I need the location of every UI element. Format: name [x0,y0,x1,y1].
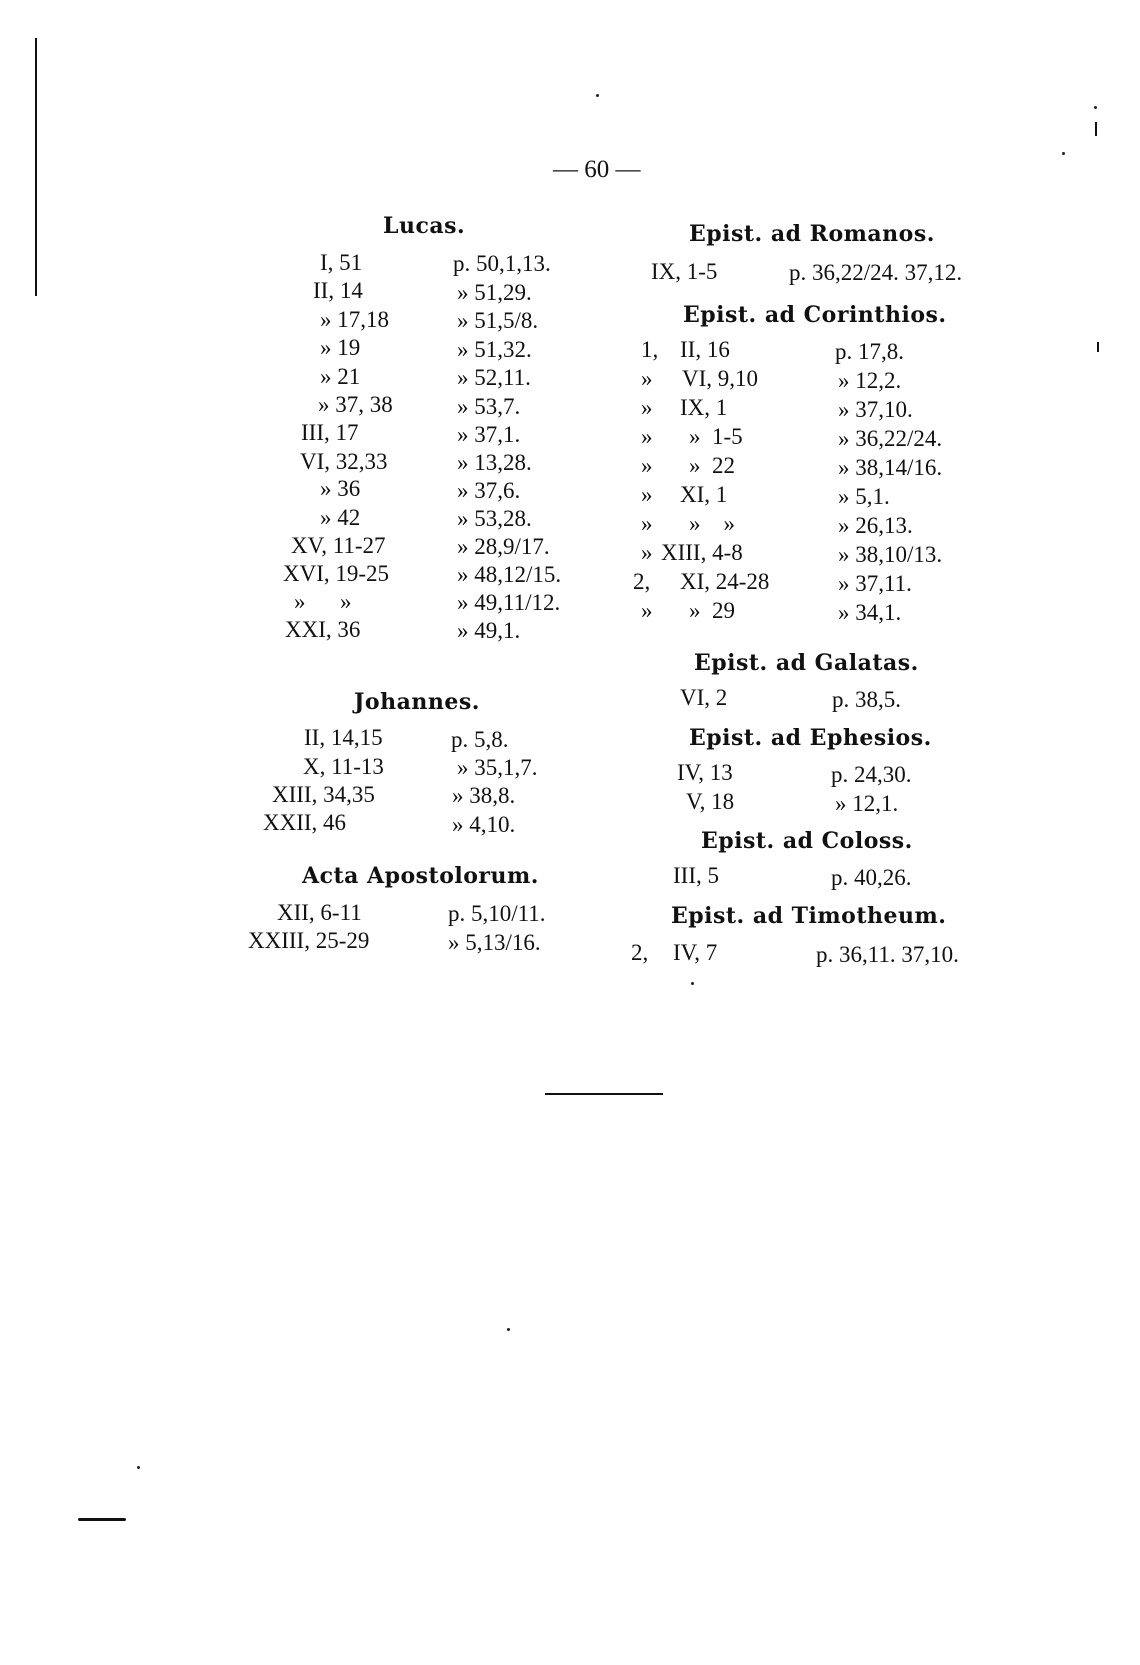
ref-book: 2, [631,940,649,965]
closing-rule [545,1093,663,1095]
ref-page: » 37,10. [838,397,913,422]
ref-location: XV, 11-27 [291,533,386,558]
ref-page: » 38,8. [452,783,516,808]
ref-book: » [641,395,653,420]
scan-mark-right-2 [1097,342,1099,352]
section-title-galatas: Epist. ad Galatas. [694,650,919,676]
section-title-coloss: Epist. ad Coloss. [701,828,913,854]
ref-page: » 51,5/8. [457,308,539,333]
ref-location: » 22 [689,453,735,478]
ref-location: X, 11-13 [303,754,384,779]
ref-page: p. 40,26. [831,865,912,890]
ref-location: » 21 [320,364,361,389]
ref-book: » [641,598,653,623]
ref-page: » 52,11. [457,365,531,390]
ref-location: XXI, 36 [285,617,361,642]
ref-location: XXII, 46 [263,810,347,835]
ref-page: » 5,13/16. [448,930,541,955]
ref-book: » [641,453,653,478]
ref-location: XIII, 34,35 [272,782,375,807]
ref-page: » 26,13. [838,513,913,538]
ref-location: VI, 2 [680,685,728,710]
ref-page: p. 50,1,13. [453,251,551,276]
ref-location: II, 14 [313,278,363,303]
section-title-ephesios: Epist. ad Ephesios. [689,725,932,751]
scan-speck [1094,106,1097,109]
page-number: — 60 — [553,156,641,183]
ref-location: » 37, 38 [318,392,393,417]
scan-smudge [78,1518,126,1521]
scan-mark-right [1095,122,1097,136]
ref-location: IX, 1 [680,395,728,420]
ref-location: VI, 9,10 [682,366,759,391]
ref-location: VI, 32,33 [300,449,388,474]
ref-book: » [641,540,653,565]
ref-page: » 34,1. [838,600,902,625]
ref-book: 1, [641,337,659,362]
ref-book: » [641,424,653,449]
ref-page: » 49,11/12. [457,590,561,615]
ref-page: p. 24,30. [831,762,912,787]
ref-page: » 53,7. [457,394,521,419]
scan-speck [596,94,599,97]
ref-page: » 53,28. [457,506,532,531]
ref-page: » 5,1. [838,484,890,509]
ref-page: » 12,1. [835,791,899,816]
ref-location: XII, 6-11 [277,900,362,925]
ref-page: » 37,6. [457,478,521,503]
ref-location: IX, 1-5 [651,259,718,284]
ref-location: » 36 [320,476,361,501]
ref-book: » [641,366,653,391]
scan-speck [507,1328,510,1331]
ref-page: » 51,32. [457,337,532,362]
ref-location: IV, 13 [677,760,733,785]
ref-location: XXIII, 25-29 [248,928,370,953]
scan-margin-line [35,38,37,296]
section-title-romanos: Epist. ad Romanos. [689,221,935,247]
ref-location: » 42 [320,505,361,530]
ref-book: » [641,482,653,507]
ref-location: » 29 [689,598,735,623]
ref-page: » 38,10/13. [838,542,943,567]
ref-page: » 12,2. [838,368,902,393]
ref-book: 2, [633,569,651,594]
ref-page: » 35,1,7. [457,755,538,780]
ref-location: III, 5 [673,863,719,888]
ref-page: p. 38,5. [832,687,901,712]
ref-location: II, 16 [680,337,730,362]
scan-speck [691,982,694,985]
ref-location: IV, 7 [673,940,718,965]
ref-page: p. 17,8. [835,339,904,364]
ref-page: » 4,10. [452,812,516,837]
ref-page: » 37,11. [838,571,912,596]
ref-page: p. 36,11. 37,10. [816,942,959,967]
ref-book: » [641,511,653,536]
ref-location: » 17,18 [320,307,389,332]
ref-location: XI, 24-28 [680,569,770,594]
ref-location: V, 18 [686,789,735,814]
ref-location: III, 17 [301,420,359,445]
section-title-acta: Acta Apostolorum. [302,863,539,889]
ref-page: » 48,12/15. [457,562,562,587]
ref-page: » 28,9/17. [457,534,550,559]
ref-page: p. 5,8. [451,727,509,752]
ref-page: » 36,22/24. [838,426,943,451]
ref-page: p. 5,10/11. [448,901,546,926]
ref-location: » 1-5 [689,424,743,449]
ref-location: » » [294,589,352,614]
ref-page: » 38,14/16. [838,455,943,480]
ref-location: » 19 [320,335,361,360]
ref-page: » 37,1. [457,422,521,447]
ref-page: » 51,29. [457,280,532,305]
section-title-johannes: Johannes. [354,689,480,715]
ref-location: II, 14,15 [304,725,383,750]
scan-speck [137,1466,140,1469]
section-title-timotheum: Epist. ad Timotheum. [671,903,947,929]
ref-page: p. 36,22/24. 37,12. [789,260,963,285]
ref-location: XVI, 19-25 [283,561,390,586]
ref-location: XI, 1 [680,482,728,507]
ref-location: XIII, 4-8 [661,540,743,565]
section-title-corinthios: Epist. ad Corinthios. [683,302,947,328]
ref-location: » » [689,511,735,536]
ref-location: I, 51 [320,250,363,275]
ref-page: » 49,1. [457,618,521,643]
ref-page: » 13,28. [457,450,532,475]
section-title-lucas: Lucas. [383,213,466,239]
scan-speck [1062,152,1065,155]
